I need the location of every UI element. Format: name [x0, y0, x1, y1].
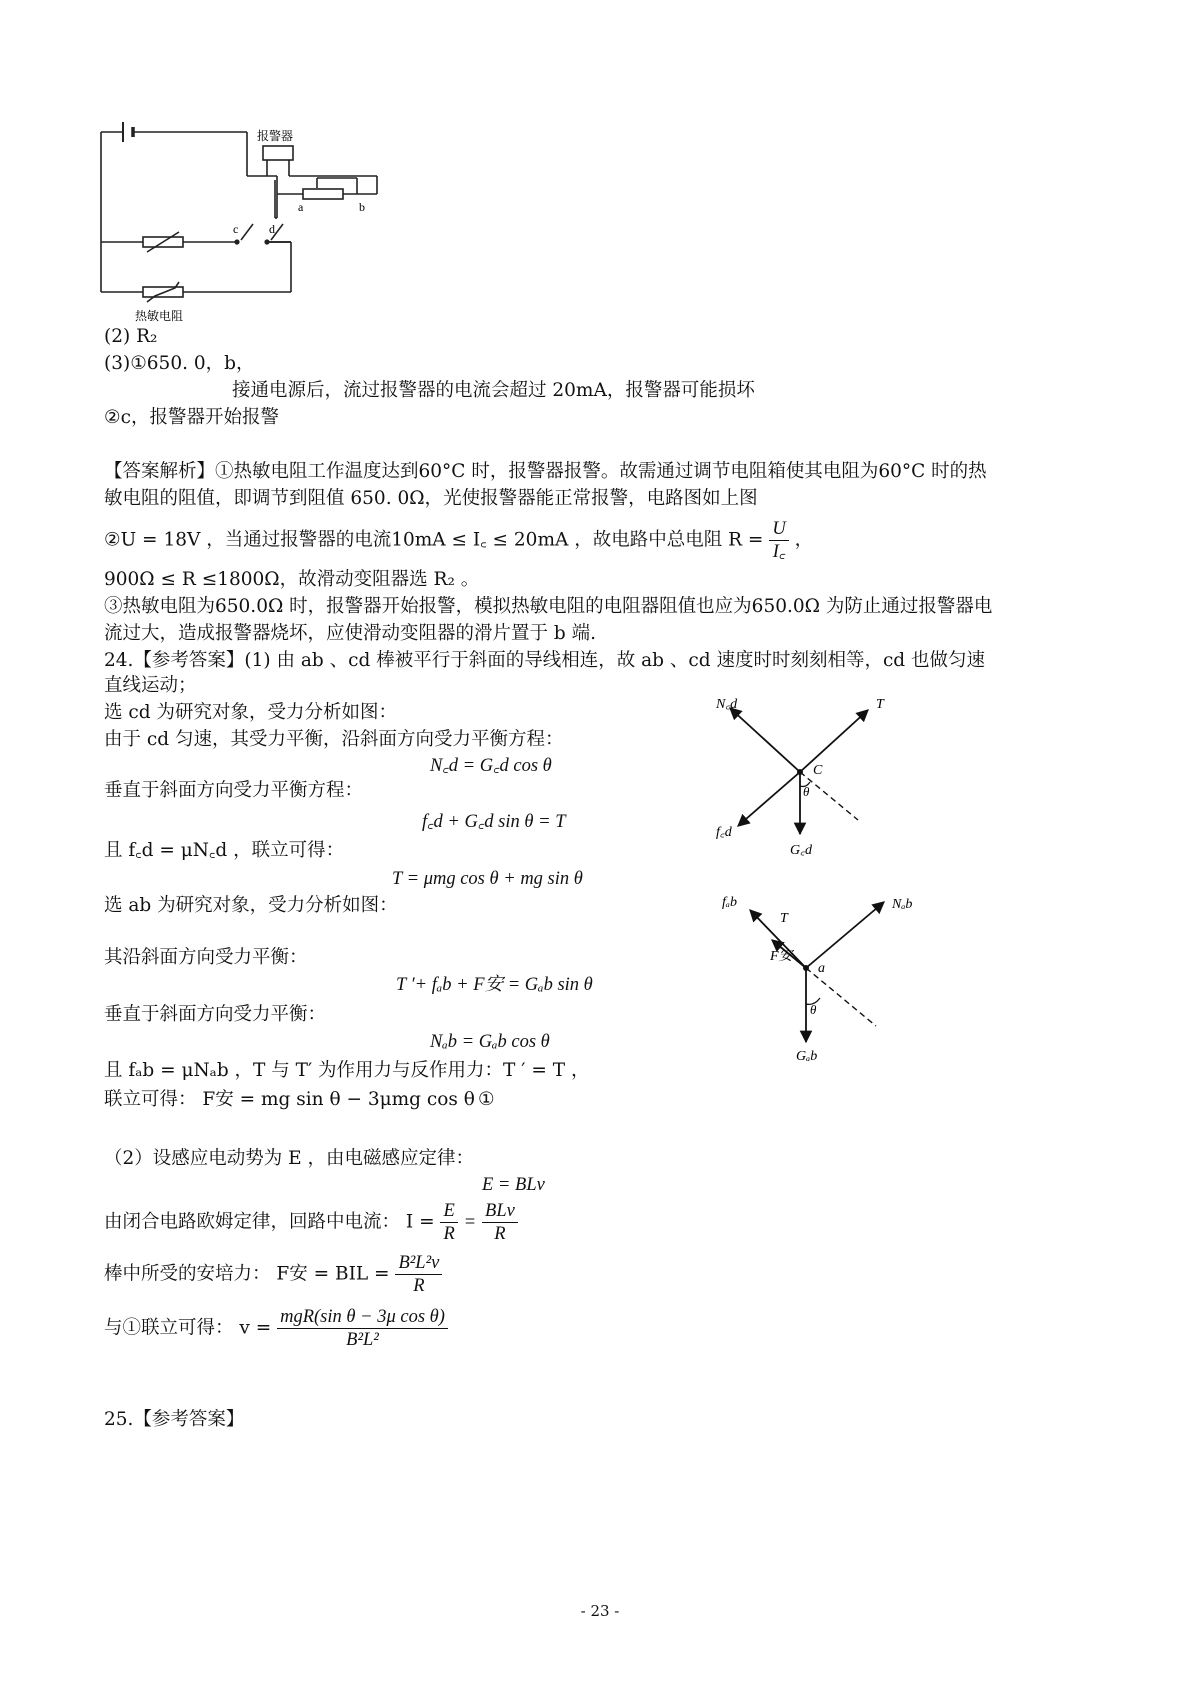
q24-line-15-text: 与①联立可得： v =	[104, 1317, 272, 1339]
ab-theta-label: θ	[810, 1002, 817, 1017]
ab-normal-label: Nₐb	[892, 897, 913, 912]
ab-tension-label: T	[780, 911, 788, 926]
q24-line-7: 选 ab 为研究对象，受力分析如图：	[104, 895, 398, 916]
cd-normal-label: N꜀d	[716, 697, 738, 712]
fraction-numerator: E	[440, 1200, 457, 1223]
cd-gravity-label: G꜀d	[790, 843, 812, 858]
fraction-denominator: R	[413, 1276, 425, 1296]
q24-line-2: 直线运动；	[104, 675, 197, 696]
fraction-ampere-force	[395, 1252, 442, 1297]
equation-6: E = BLv	[482, 1175, 545, 1195]
ab-gravity-label: Gₐb	[796, 1049, 818, 1064]
ab-point-label: a	[818, 961, 825, 976]
cd-tension-label: T	[876, 697, 884, 712]
q24-line-6: 且 f꜀d = μN꜀d ，联立可得：	[104, 840, 345, 861]
equation-mark-1: ①	[478, 1089, 495, 1110]
equation-4: T ′+ fₐb + F安 = Gₐb sin θ	[396, 975, 593, 995]
q24-line-14	[104, 1252, 442, 1297]
q24-line-12: （2）设感应电动势为 E ，由电磁感应定律：	[104, 1148, 475, 1169]
analysis-line-3-end: ，	[794, 529, 814, 551]
equation-2: f꜀d + G꜀d sin θ = T	[422, 812, 566, 832]
ab-ampere-label: F安	[770, 949, 793, 964]
ab-friction-label: fₐb	[722, 895, 737, 910]
q24-line-8: 其沿斜面方向受力平衡：	[104, 947, 308, 968]
analysis-line-3	[104, 518, 813, 563]
analysis-line-1: 【答案解析】①热敏电阻工作温度达到60°C 时，报警器报警。故需通过调节电阻箱使其电阻为60°C 时的热	[104, 461, 987, 482]
analysis-line-4: 900Ω ≤ R ≤1800Ω，故滑动变阻器选 R₂ 。	[104, 569, 480, 590]
fraction-blv-over-r	[482, 1200, 518, 1245]
q24-line-1: 24.【参考答案】(1) 由 ab 、cd 棒被平行于斜面的导线相连，故 ab 、cd 速度时时刻刻相等，cd 也做匀速	[104, 650, 986, 671]
node-a-label: a	[298, 200, 304, 214]
cd-point-label: C	[813, 763, 823, 778]
q24-line-15	[104, 1306, 448, 1351]
equation-5: Nₐb = Gₐb cos θ	[430, 1032, 550, 1052]
analysis-line-3-text: ②U = 18V ，当通过报警器的电流10mA ≤ I꜀ ≤ 20mA ，故电路中总电阻 R =	[104, 529, 764, 551]
force-diagram-ab	[710, 880, 950, 1070]
equation-1: N꜀d = G꜀d cos θ	[430, 756, 552, 776]
fraction-e-over-r	[440, 1200, 457, 1245]
answer-3: (3)①650. 0，b，	[104, 353, 255, 374]
node-b-label: b	[359, 200, 365, 214]
q24-line-3: 选 cd 为研究对象，受力分析如图：	[104, 702, 397, 723]
circuit-diagram	[95, 120, 415, 350]
fraction-denominator: R	[443, 1224, 455, 1244]
q24-line-4: 由于 cd 匀速，其受力平衡，沿斜面方向受力平衡方程：	[104, 729, 564, 750]
q24-line-13	[104, 1200, 518, 1245]
q24-line-11: 联立可得： F安 = mg sin θ − 3μmg cos θ	[104, 1089, 475, 1110]
fraction-numerator: U	[769, 518, 788, 541]
q25-heading: 25.【参考答案】	[104, 1409, 245, 1430]
answer-2: (2) R₂	[104, 326, 158, 347]
page-number: - 23 -	[580, 1602, 620, 1620]
q24-line-5: 垂直于斜面方向受力平衡方程：	[104, 780, 364, 801]
fraction-numerator: B²L²v	[395, 1252, 442, 1275]
analysis-line-6: 流过大，造成报警器烧坏，应使滑动变阻器的滑片置于 b 端.	[104, 623, 596, 644]
node-d-label: d	[269, 222, 275, 236]
thermistor-label: 热敏电阻	[135, 309, 184, 323]
q24-line-10: 且 fₐb = μNₐb ，T 与 T′ 为作用力与反作用力：T ′ = T ，	[104, 1060, 590, 1081]
fraction-numerator: BLv	[482, 1200, 518, 1223]
q24-line-9: 垂直于斜面方向受力平衡：	[104, 1004, 327, 1025]
cd-theta-label: θ	[803, 784, 810, 799]
analysis-line-2: 敏电阻的阻值，即调节到阻值 650. 0Ω，光使报警器能正常报警，电路图如上图	[104, 488, 758, 509]
answer-3-part2: ②c，报警器开始报警	[104, 407, 279, 428]
fraction-velocity	[277, 1306, 448, 1351]
analysis-line-5: ③热敏电阻为650.0Ω 时，报警器开始报警，模拟热敏电阻的电阻器阻值也应为650.0Ω 为防止通过报警器电	[104, 596, 993, 617]
answer-3-note: 接通电源后，流过报警器的电流会超过 20mA，报警器可能损坏	[232, 380, 755, 401]
fraction-numerator: mgR(sin θ − 3μ cos θ)	[277, 1306, 448, 1329]
cd-friction-label: f꜀d	[716, 825, 732, 840]
q24-line-13-text: 由闭合电路欧姆定律，回路中电流： I =	[104, 1211, 435, 1233]
node-c-label: c	[233, 222, 239, 236]
equals-sign: =	[463, 1212, 477, 1233]
fraction-denominator: I꜀	[772, 542, 786, 562]
fraction-denominator: R	[494, 1224, 506, 1244]
equation-3: T = μmg cos θ + mg sin θ	[392, 869, 583, 889]
fraction-u-over-ic	[769, 518, 788, 563]
alarm-label: 报警器	[257, 129, 294, 143]
force-diagram-cd	[700, 690, 940, 870]
fraction-denominator: B²L²	[346, 1330, 379, 1350]
q24-line-14-text: 棒中所受的安培力： F安 = BIL =	[104, 1263, 390, 1285]
